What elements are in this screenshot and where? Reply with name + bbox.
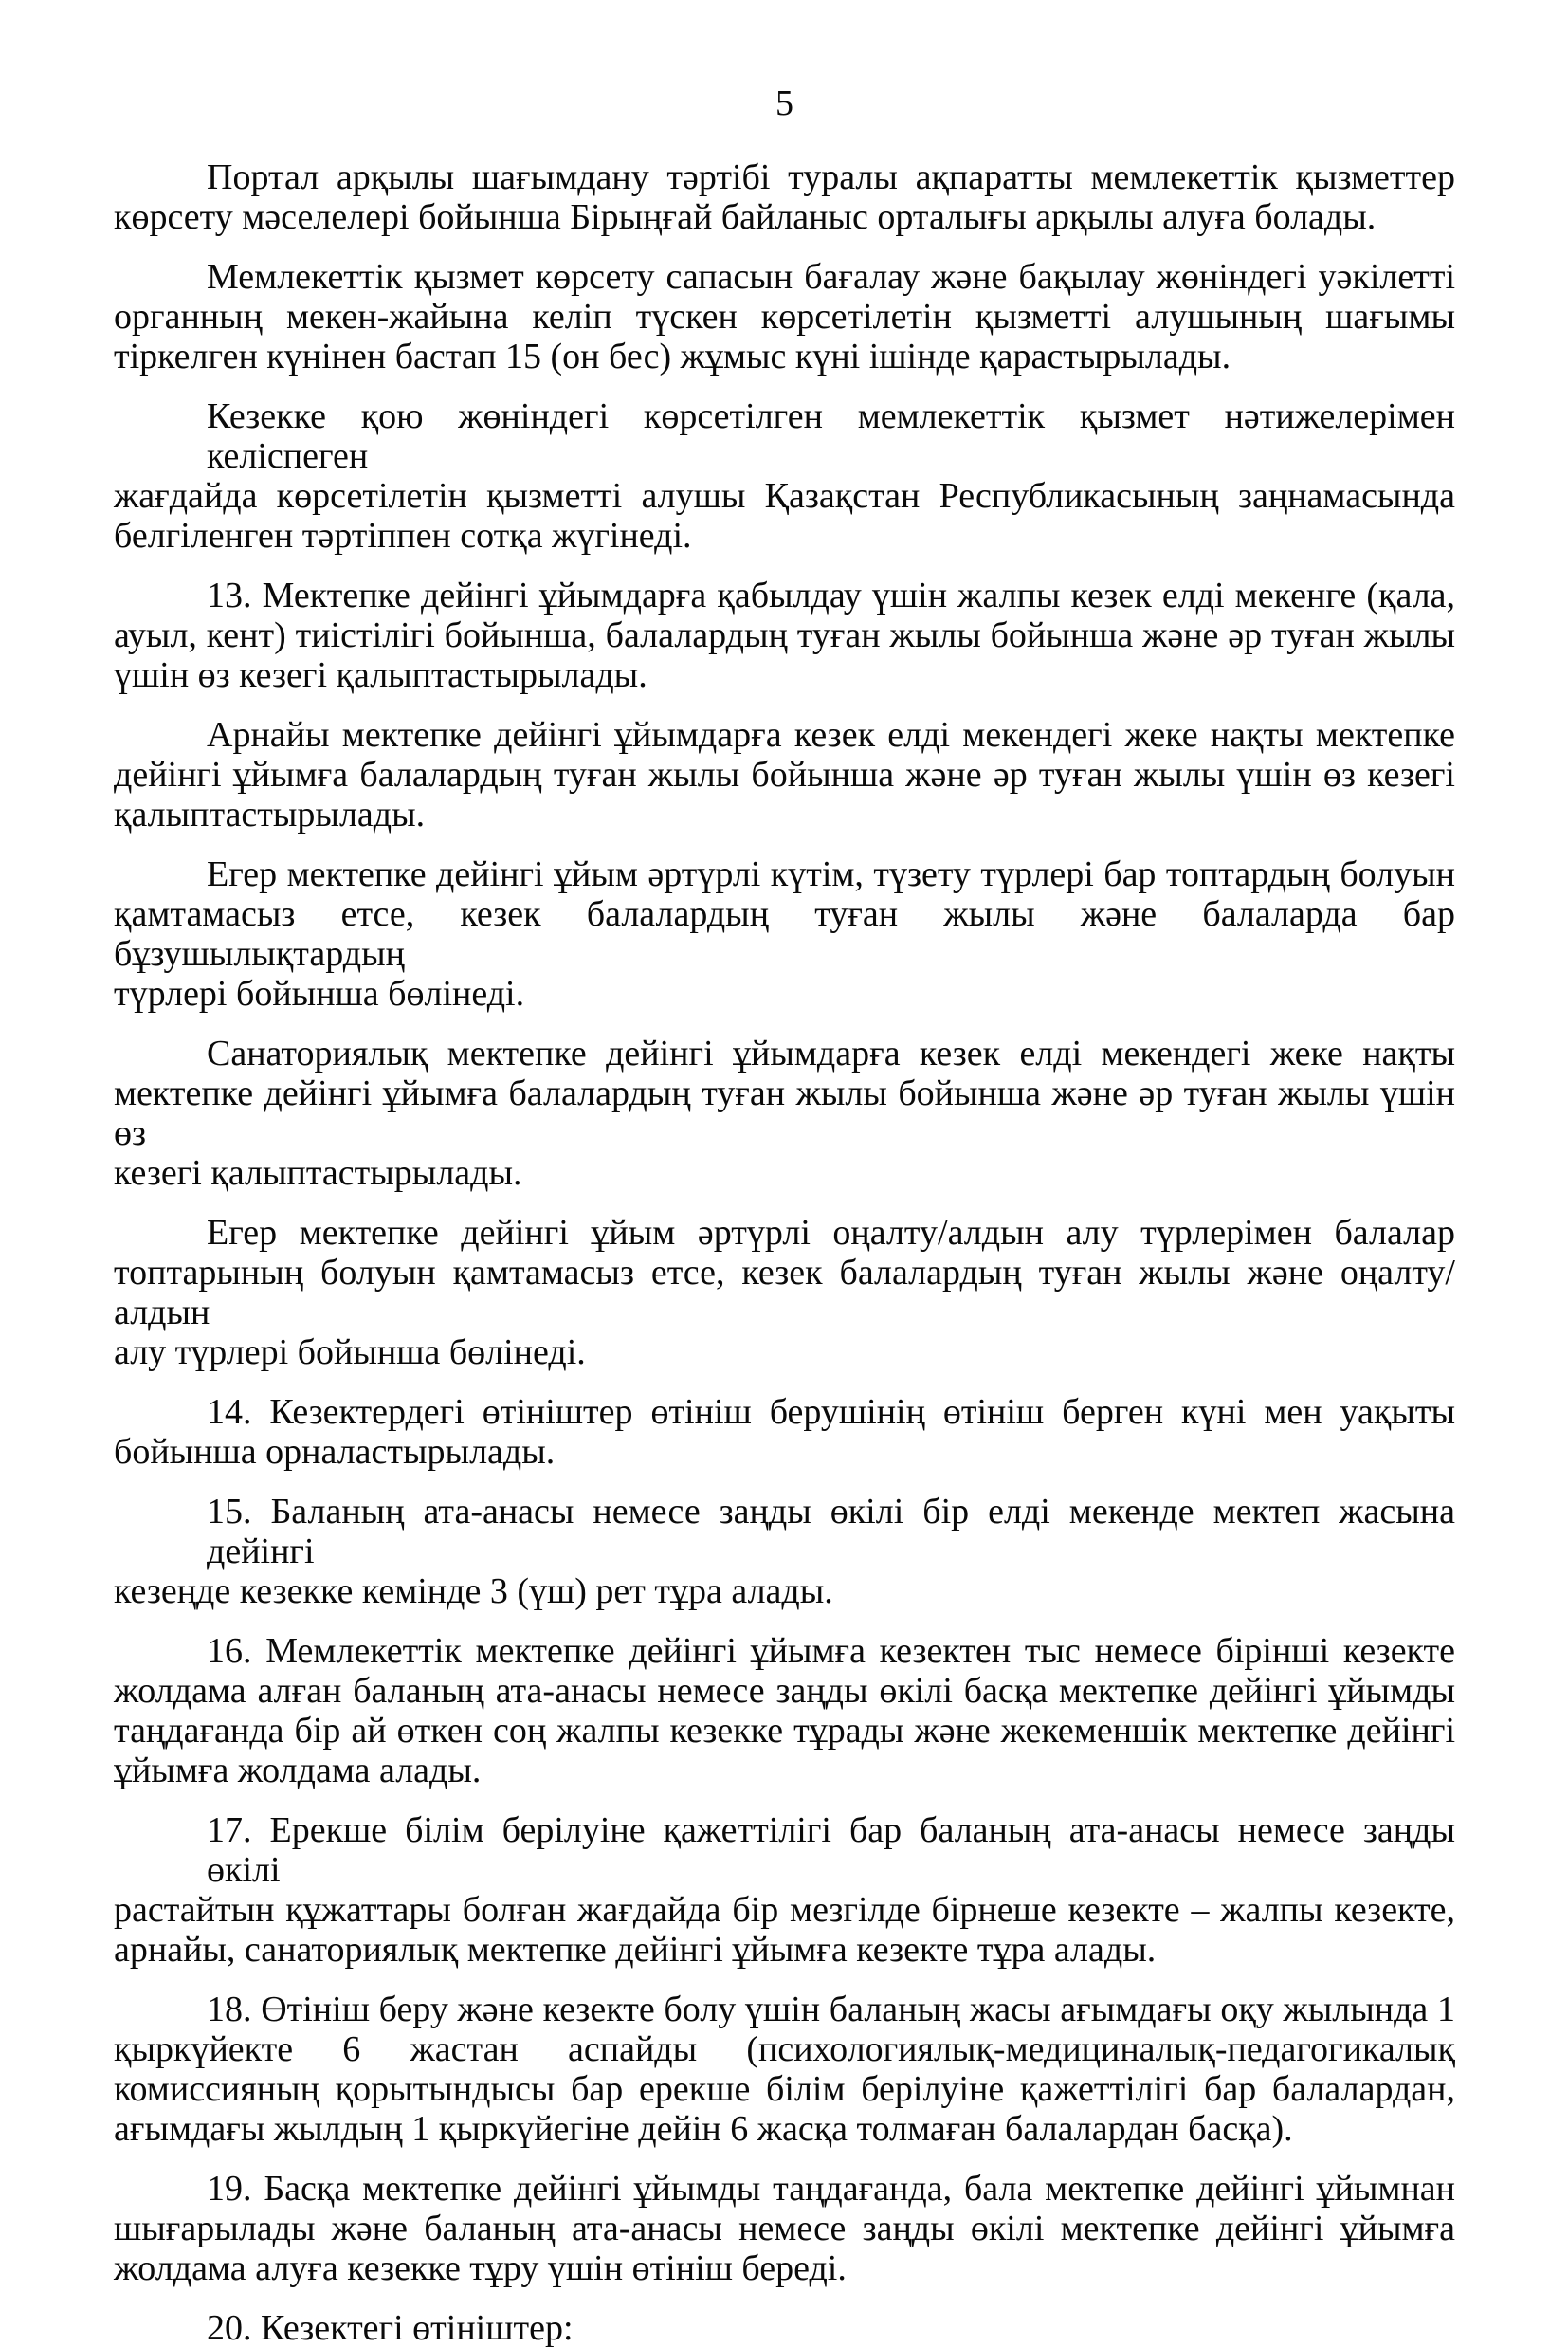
paragraph-line: растайтын құжаттары болған жағдайда бір мезгілде бірнеше кезекте – жалпы кезекте,	[114, 1890, 1455, 1930]
paragraph	[114, 1392, 1455, 1472]
paragraph-line: қалыптастырылады.	[114, 795, 426, 835]
paragraph-line: Арнайы мектепке дейінгі ұйымдарға кезек елді мекендегі жеке нақты мектепке	[207, 715, 1455, 755]
paragraph-line: 15. Баланың ата-анасы немесе заңды өкілі бір елді мекенде мектеп жасына дейінгі	[207, 1492, 1455, 1571]
paragraph-line: шығарылады және баланың ата-анасы немесе заңды өкілі мектепке дейінгі ұйымға	[114, 2209, 1455, 2248]
paragraph	[114, 715, 1455, 835]
paragraph-line: көрсету мәселелері бойынша Бірыңғай байланыс орталығы арқылы алуға болады.	[114, 197, 1377, 237]
paragraph-line: алу түрлері бойынша бөлінеді.	[114, 1332, 586, 1372]
paragraph	[114, 854, 1455, 1014]
paragraph-line: 20. Кезектегі өтініштер:	[207, 2308, 574, 2348]
paragraph-line: ауыл, кент) тиістілігі бойынша, балалардың туған жылы бойынша және әр туған жылы	[114, 615, 1455, 655]
paragraph-line: комиссияның қорытындысы бар ерекше білім берілуіне қажеттілігі бар балалардан,	[114, 2069, 1455, 2109]
paragraph-line: Егер мектепке дейінгі ұйым әртүрлі күтім, түзету түрлері бар топтардың болуын	[207, 854, 1455, 894]
paragraph	[114, 1213, 1455, 1372]
paragraph-line: 17. Ерекше білім берілуіне қажеттілігі бар баланың ата-анасы немесе заңды өкілі	[207, 1810, 1455, 1890]
paragraph-line: 19. Басқа мектепке дейінгі ұйымды таңдағанда, бала мектепке дейінгі ұйымнан	[207, 2169, 1455, 2209]
paragraph-line: 14. Кезектердегі өтініштер өтініш берушінің өтініш берген күні мен уақыты	[207, 1392, 1455, 1432]
paragraph-line: бойынша орналастырылады.	[114, 1432, 556, 1472]
paragraph-line: таңдағанда бір ай өткен соң жалпы кезекке тұрады және жекеменшік мектепке дейінгі	[114, 1711, 1455, 1751]
paragraph-line: белгіленген тәртіппен сотқа жүгінеді.	[114, 516, 692, 556]
paragraph-line: қамтамасыз етсе, кезек балалардың туған жылы және балаларда бар бұзушылықтардың	[114, 894, 1455, 974]
paragraph-line: ұйымға жолдама алады.	[114, 1751, 482, 1790]
paragraph	[114, 1810, 1455, 1970]
paragraph-line: ағымдағы жылдың 1 қыркүйегіне дейін 6 жасқа толмаған балалардан басқа).	[114, 2109, 1293, 2149]
paragraph-line: жағдайда көрсетілетін қызметті алушы Қазақстан Республикасының заңнамасында	[114, 476, 1455, 516]
paragraph-line: түрлері бойынша бөлінеді.	[114, 974, 525, 1014]
paragraph	[114, 2308, 1455, 2348]
paragraph-line: Санаториялық мектепке дейінгі ұйымдарға кезек елді мекендегі жеке нақты	[207, 1034, 1455, 1073]
paragraph	[114, 576, 1455, 695]
paragraph	[114, 157, 1455, 237]
paragraph	[114, 1631, 1455, 1790]
paragraph-line: дейінгі ұйымға балалардың туған жылы бойынша және әр туған жылы үшін өз кезегі	[114, 755, 1455, 795]
paragraph-line: Портал арқылы шағымдану тәртібі туралы ақпаратты мемлекеттік қызметтер	[207, 157, 1455, 197]
paragraph	[114, 1492, 1455, 1611]
paragraph-line: 18. Өтініш беру және кезекте болу үшін баланың жасы ағымдағы оқу жылында 1	[207, 1990, 1455, 2029]
paragraph-line: кезеңде кезекке кемінде 3 (үш) рет тұра алады.	[114, 1571, 833, 1611]
paragraph-line: жолдама алған баланың ата-анасы немесе заңды өкілі басқа мектепке дейінгі ұйымды	[114, 1671, 1455, 1711]
paragraph-line: үшін өз кезегі қалыптастырылады.	[114, 655, 647, 695]
paragraph-line: мектепке дейінгі ұйымға балалардың туған жылы бойынша және әр туған жылы үшін өз	[114, 1073, 1455, 1153]
paragraph	[114, 257, 1455, 376]
paragraph-line: қыркүйекте 6 жастан аспайды (психологиялық-медициналық-педагогикалық	[114, 2029, 1455, 2069]
paragraph-line: 16. Мемлекеттік мектепке дейінгі ұйымға кезектен тыс немесе бірінші кезекте	[207, 1631, 1455, 1671]
paragraph-line: органның мекен-жайына келіп түскен көрсетілетін қызметті алушының шағымы	[114, 297, 1455, 337]
paragraph-line: Егер мектепке дейінгі ұйым әртүрлі оңалту/алдын алу түрлерімен балалар	[207, 1213, 1455, 1253]
paragraph	[114, 396, 1455, 556]
page-number: 5	[775, 83, 793, 123]
paragraph-line: жолдама алуға кезекке тұру үшін өтініш береді.	[114, 2248, 847, 2288]
paragraph-line: тіркелген күнінен бастап 15 (он бес) жұмыс күні ішінде қарастырылады.	[114, 337, 1231, 376]
paragraph-line: арнайы, санаториялық мектепке дейінгі ұйымға кезекте тұра алады.	[114, 1930, 1157, 1970]
paragraph	[114, 1034, 1455, 1193]
paragraph-line: кезегі қалыптастырылады.	[114, 1153, 522, 1193]
paragraph	[114, 2169, 1455, 2288]
paragraph-line: 13. Мектепке дейінгі ұйымдарға қабылдау үшін жалпы кезек елді мекенге (қала,	[207, 576, 1455, 615]
paragraph-line: Кезекке қою жөніндегі көрсетілген мемлекеттік қызмет нәтижелерімен келіспеген	[207, 396, 1455, 476]
paragraph	[114, 1990, 1455, 2149]
paragraph-line: топтарының болуын қамтамасыз етсе, кезек балалардың туған жылы және оңалту/алдын	[114, 1253, 1455, 1332]
document-body	[114, 157, 1455, 2348]
paragraph-line: Мемлекеттік қызмет көрсету сапасын бағалау және бақылау жөніндегі уәкілетті	[207, 257, 1455, 297]
